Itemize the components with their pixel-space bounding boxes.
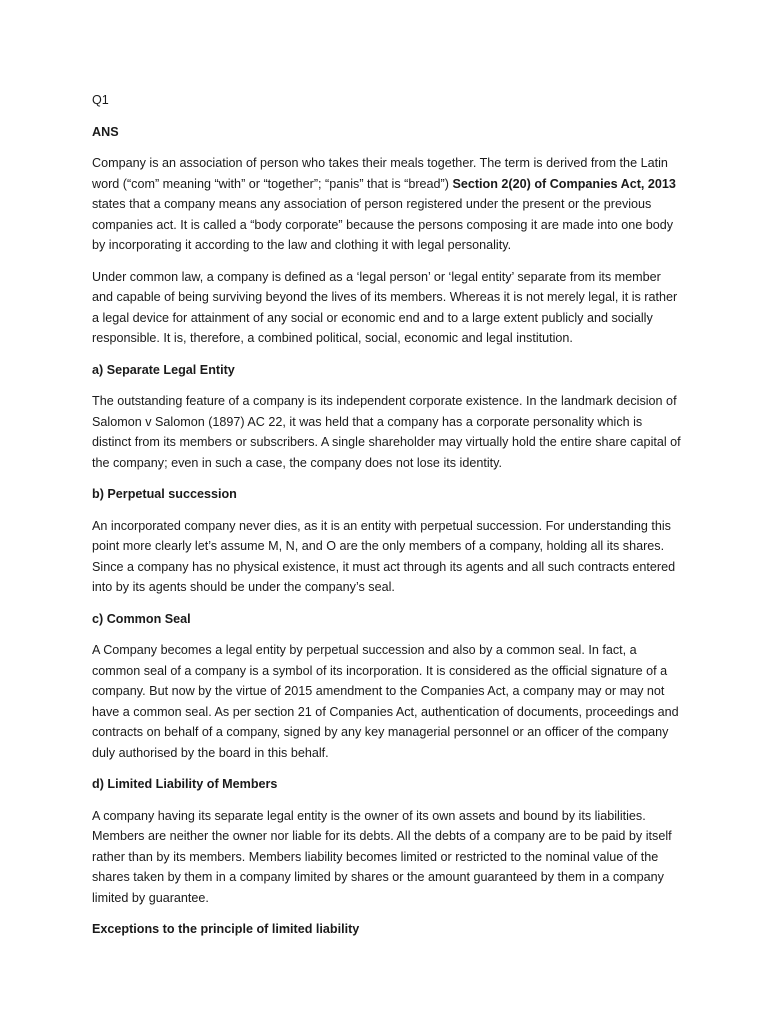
section-heading-separate-legal-entity: a) Separate Legal Entity bbox=[92, 362, 235, 377]
answer-label: ANS bbox=[92, 124, 119, 139]
heading-exceptions-limited-liability: Exceptions to the principle of limited liability bbox=[92, 922, 360, 936]
intro-text-part1: Company is an association of person who takes their meals together. The term is derived from the Latin word (“com” meaning “with” or “together”; “panis” that is “bread”) bbox=[92, 156, 668, 191]
section-heading-common-seal: c) Common Seal bbox=[92, 611, 191, 626]
intro-section-reference: Section 2(20) of Companies Act, 2013 bbox=[452, 176, 676, 191]
intro-text-part2: states that a company means any association of person registered under the present or the previous companies act. It is called a “body corporate” because the persons composing it are made into one body by incorporating it according to the law and clothing it with legal personality. bbox=[92, 197, 674, 252]
question-label: Q1 bbox=[92, 93, 109, 107]
section-text-separate-legal-entity: The outstanding feature of a company is its independent corporate existence. In the landmark decision of Salomon v Salomon (1897) AC 22, it was held that a company has a corporate personality which is distinct from its members or subscribers. A single shareholder may virtually hold the entire share capital of the company; even in such a case, the company does not lose its identity. bbox=[92, 394, 681, 470]
section-text-perpetual-succession: An incorporated company never dies, as it is an entity with perpetual succession. For understanding this point more clearly let’s assume M, N, and O are the only members of a company, holding all its shares. Since a company has no physical existence, it must act through its agents and all such contracts entered into by its agents should be under the company’s seal. bbox=[92, 518, 676, 594]
section-heading-perpetual-succession: b) Perpetual succession bbox=[92, 487, 237, 501]
section-heading-limited-liability: d) Limited Liability of Members bbox=[92, 777, 278, 791]
common-law-paragraph: Under common law, a company is defined as a ‘legal person’ or ‘legal entity’ separate from its member and capable of being surviving beyond the lives of its members. Whereas it is not merely legal, it is rather a legal device for attainment of any social or economic end and to a large extent publicly and socially responsible. It is, therefore, a combined political, social, economic and legal institution. bbox=[92, 269, 678, 345]
document-body bbox=[92, 90, 682, 951]
intro-paragraph bbox=[92, 153, 682, 256]
section-text-common-seal: A Company becomes a legal entity by perpetual succession and also by a common seal. In fact, a common seal of a company is a symbol of its incorporation. It is considered as the official signature of a company. But now by the virtue of 2015 amendment to the Companies Act, a company may or may not have a common seal. As per section 21 of Companies Act, authentication of documents, proceedings and contracts on behalf of a company, signed by any key managerial personnel or an officer of the company duly authorised by the board in this behalf. bbox=[92, 643, 679, 760]
section-text-limited-liability: A company having its separate legal entity is the owner of its own assets and bound by its liabilities. Members are neither the owner nor liable for its debts. All the debts of a company are to be paid by itself rather than by its members. Members liability becomes limited or restricted to the nominal value of the shares taken by them in a company limited by shares or the amount guaranteed by them in a company limited by guarantee. bbox=[92, 808, 672, 905]
